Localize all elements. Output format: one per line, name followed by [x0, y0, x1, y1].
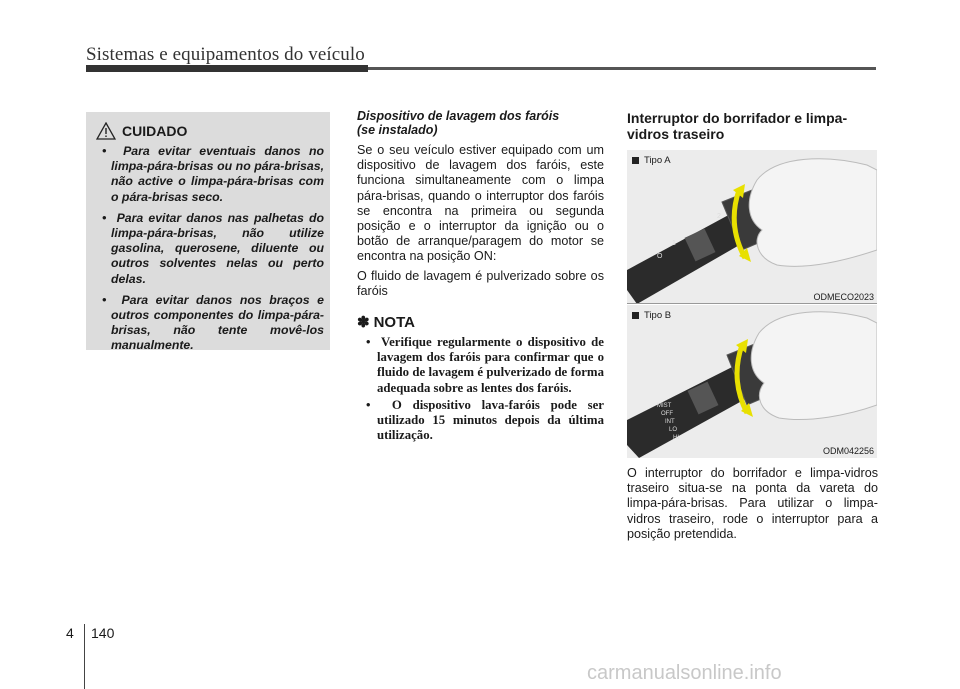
figure-divider [627, 303, 877, 304]
headlamp-washer-subhead: Dispositivo de lavagem dos faróis (se instalado) [357, 109, 560, 137]
middle-column [357, 109, 604, 445]
figure-a-label: Tipo A [632, 155, 671, 166]
figure-a-code: ODMECO2023 [813, 292, 874, 302]
wiper-stalk-illustration-a [627, 150, 877, 304]
svg-text:LO: LO [669, 427, 678, 433]
svg-text:2: 2 [717, 213, 721, 220]
caution-list [94, 144, 324, 360]
rear-wiper-paragraph: O interruptor do borrifador e limpa-vidros traseiro situa-se na ponta da vareta do limpa-pára-brisas. Para utilizar o limpa-vidros traseiro, rode o interruptor para a posição pretendida. [627, 466, 878, 541]
nota-title: NOTA [373, 313, 415, 331]
svg-text:O: O [657, 253, 663, 260]
headlamp-washer-paragraph-2: O fluido de lavagem é pulverizado sobre os faróis [357, 268, 604, 298]
nota-item: • Verifique regularmente o dispositivo de lavagem dos faróis para confirmar que o fluido de lavagem é pulverizado de forma adequada sobre as lentes dos faróis. [366, 335, 604, 395]
caution-title-text: CUIDADO [122, 123, 188, 139]
figure-b-label: Tipo B [632, 310, 671, 321]
page-number: 140 [91, 625, 115, 641]
nota-item: • O dispositivo lava-faróis pode ser utilizado 15 minutos depois da última utilização. [366, 397, 604, 443]
svg-text:MIST: MIST [657, 403, 672, 409]
footer-rule [84, 624, 85, 689]
caution-box [86, 112, 330, 353]
right-column-heading [627, 110, 878, 142]
figure-type-a [627, 150, 877, 304]
wiper-stalk-illustration-b [627, 305, 877, 458]
nota-heading [357, 313, 604, 331]
square-bullet-icon [632, 312, 639, 319]
figure-type-b [627, 305, 877, 458]
svg-text:OFF: OFF [661, 411, 673, 417]
square-bullet-icon [632, 157, 639, 164]
header-rule-accent [86, 65, 368, 72]
figure-b-code: ODM042256 [822, 446, 874, 456]
caution-item: • Para evitar danos nas palhetas do limpa-pára-brisas, não utilize gasolina, querosene, diluente ou outros solventes nelas ou perto delas. [102, 210, 324, 286]
page-header-title: Sistemas e equipamentos do veículo [86, 44, 365, 65]
chapter-number: 4 [66, 625, 74, 641]
caution-item: • Para evitar eventuais danos no limpa-pára-brisas ou no pára-brisas, não active o limpa-pára-brisas com o pára-brisas seco. [102, 144, 325, 204]
nota-star-icon: ✽ [357, 314, 370, 332]
caution-item: • Para evitar danos nos braços e outros componentes do limpa-pára-brisas, não tente movê-los manualmente. [102, 292, 324, 353]
headlamp-washer-paragraph: Se o seu veículo estiver equipado com um dispositivo de lavagem dos faróis, este funciona simultaneamente com o limpa pára-brisas, quando o interruptor dos faróis se encontra na primeira ou segunda posição e o interruptor da ignição ou o botão de arranque/paragem do motor se encontra na posição ON: [357, 143, 604, 264]
svg-text:1: 1 [672, 240, 676, 247]
nota-list [357, 335, 604, 443]
watermark: carmanualsonline.info [587, 662, 782, 684]
caution-title [86, 122, 340, 140]
rear-wiper-heading: Interruptor do borrifador e limpa- vidros traseiro [627, 110, 848, 142]
svg-text:HI: HI [673, 435, 679, 441]
warning-triangle-icon [96, 122, 116, 140]
svg-text:INT: INT [665, 419, 675, 425]
